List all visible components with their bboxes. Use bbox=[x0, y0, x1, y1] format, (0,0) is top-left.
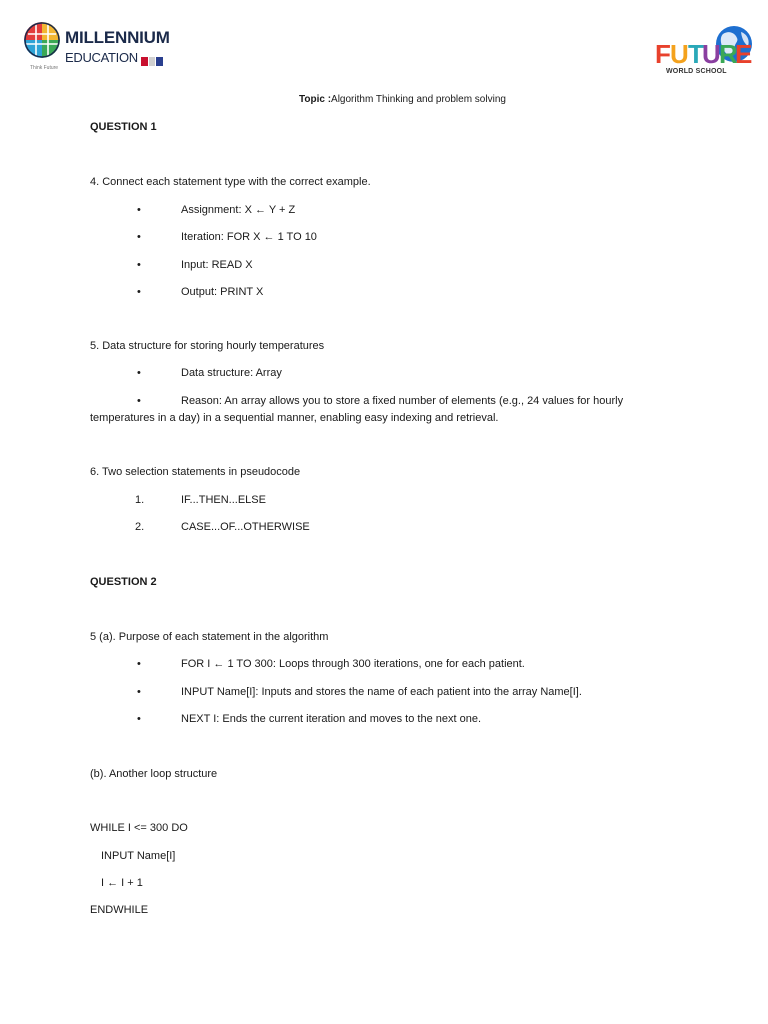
list-item: CASE...OF...OTHERWISE bbox=[181, 521, 310, 533]
list-item: Output: PRINT X bbox=[181, 286, 264, 298]
bullet-icon: • bbox=[137, 367, 141, 379]
logo-subtitle: WORLD SCHOOL bbox=[666, 68, 727, 75]
logo-letter: U bbox=[702, 39, 721, 69]
topic-label: Topic : bbox=[299, 94, 332, 105]
item-5-prompt: 5. Data structure for storing hourly temperatures bbox=[90, 340, 325, 352]
item-5b-prompt: (b). Another loop structure bbox=[90, 768, 218, 780]
logo-subtitle: EDUCATION bbox=[65, 50, 138, 65]
code-line: INPUT Name[I] bbox=[101, 850, 176, 862]
bullet-icon: • bbox=[137, 204, 141, 216]
logo-letter: R bbox=[719, 39, 738, 69]
item-5a-prompt: 5 (a). Purpose of each statement in the algorithm bbox=[90, 631, 329, 643]
list-item: NEXT I: Ends the current iteration and moves to the next one. bbox=[181, 713, 482, 725]
question-1-heading: QUESTION 1 bbox=[90, 121, 157, 133]
topic-text: Algorithm Thinking and problem solving bbox=[331, 94, 506, 105]
globe-icon bbox=[24, 22, 60, 58]
list-item: Assignment: X ← Y + Z bbox=[181, 204, 296, 216]
list-number: 2. bbox=[135, 521, 145, 533]
code-line: ENDWHILE bbox=[90, 904, 149, 916]
topic-line bbox=[299, 93, 506, 107]
code-line: I ← I + 1 bbox=[101, 877, 143, 889]
logo-letter: U bbox=[670, 39, 689, 69]
logo-letter: T bbox=[688, 39, 704, 69]
reason-line-2: temperatures in a day) in a sequential manner, enabling easy indexing and retrieval. bbox=[90, 412, 499, 424]
logo-letter: F bbox=[655, 39, 671, 69]
bullet-icon: • bbox=[137, 395, 141, 407]
millennium-education-logo bbox=[24, 22, 174, 74]
item-4-prompt: 4. Connect each statement type with the correct example. bbox=[90, 176, 371, 188]
list-item: FOR I ← 1 TO 300: Loops through 300 iterations, one for each patient. bbox=[181, 658, 525, 670]
logo-letter: E bbox=[735, 39, 753, 69]
list-item: IF...THEN...ELSE bbox=[181, 494, 266, 506]
code-line: WHILE I <= 300 DO bbox=[90, 822, 188, 834]
item-6-prompt: 6. Two selection statements in pseudocode bbox=[90, 466, 301, 478]
bullet-icon: • bbox=[137, 231, 141, 243]
future-world-school-logo bbox=[655, 24, 755, 80]
logo-name: MILLENNIUM bbox=[65, 28, 170, 47]
list-item: INPUT Name[I]: Inputs and stores the name of each patient into the array Name[I]. bbox=[181, 686, 582, 698]
list-item: Input: READ X bbox=[181, 259, 253, 271]
bullet-icon: • bbox=[137, 658, 141, 670]
question-2-heading: QUESTION 2 bbox=[90, 576, 157, 588]
list-item: Data structure: Array bbox=[181, 367, 282, 379]
bullet-icon: • bbox=[137, 259, 141, 271]
reason-line-1: Reason: An array allows you to store a fixed number of elements (e.g., 24 values for hourly bbox=[181, 395, 624, 407]
list-item: Iteration: FOR X ← 1 TO 10 bbox=[181, 231, 317, 243]
bullet-icon: • bbox=[137, 713, 141, 725]
list-number: 1. bbox=[135, 494, 145, 506]
bullet-icon: • bbox=[137, 686, 141, 698]
logo-tagline: Think Future bbox=[30, 65, 59, 71]
bullet-icon: • bbox=[137, 286, 141, 298]
flag-icon bbox=[141, 53, 163, 62]
